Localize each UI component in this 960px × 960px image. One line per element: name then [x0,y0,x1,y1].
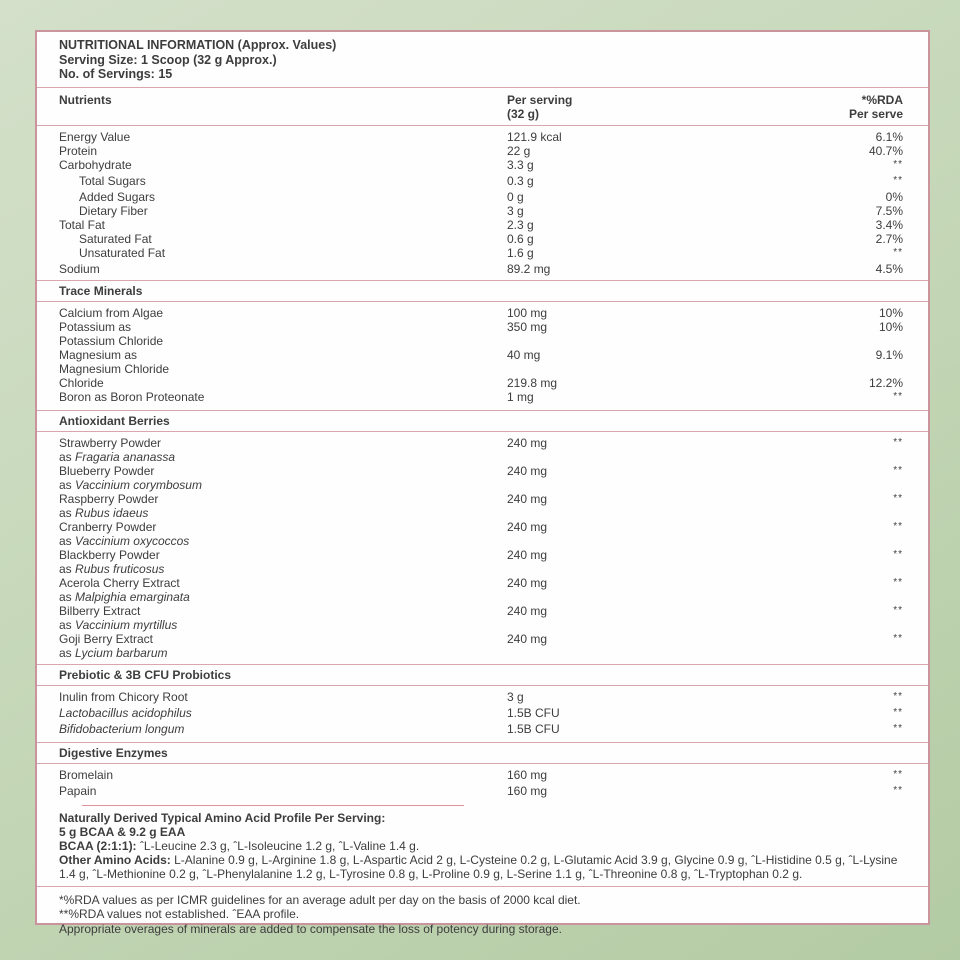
nutrient-rda [753,492,903,508]
nutrient-name-text: Acerola Cherry Extract [59,575,180,590]
footnotes [37,886,928,943]
section-body [37,126,928,280]
nutrient-rda [753,144,903,158]
section-header: Digestive Enzymes [37,742,928,764]
botanical-source [59,478,507,492]
rda-value: ** [893,576,903,588]
nutrient-value: 240 mg [507,491,548,506]
table-row [59,632,903,660]
nutrient-rda [753,706,903,722]
nutrient-rda [753,604,903,620]
nutrient-name-text: Bromelain [59,767,114,782]
table-row [59,204,903,218]
rda-value: ** [893,784,903,796]
rda-value: 7.5% [875,203,903,218]
nutrient-rda [753,576,903,592]
nutrient-rda [753,632,903,648]
rda-value: ** [893,158,903,170]
nutrient-name-text: Cranberry Powder [59,519,157,534]
nutrition-facts-card [35,30,930,936]
nutrient-value: 100 mg [507,305,548,320]
nutrient-name-text: Bilberry Extract [59,603,141,618]
table-row [59,464,903,492]
latin-name: Vaccinium oxycoccos [75,533,190,548]
rda-value: ** [893,632,903,644]
section-header: Antioxidant Berries [37,410,928,432]
nutrient-name [59,548,507,576]
table-row [59,190,903,204]
nutrient-value: 0.6 g [507,231,534,246]
nutrient-value: 3 g [507,203,524,218]
nutrient-name-text: Calcium from Algae [59,305,164,320]
table-row [59,348,903,376]
other-amino-line [59,853,903,881]
footnote-not-established: **%RDA values not established. ˆEAA profile. [59,907,300,921]
nutrient-name [59,130,507,144]
as-prefix: as [59,589,72,604]
as-prefix: as [59,561,72,576]
nutrient-rda [753,232,903,246]
nutrient-rda [753,246,903,262]
table-row [59,706,903,722]
column-nutrients: Nutrients [59,92,112,107]
rda-value: ** [893,548,903,560]
nutrient-rda [753,306,903,320]
nutrient-name [59,632,507,660]
nutrient-name-text: Blueberry Powder [59,463,155,478]
nutrient-rda [753,690,903,706]
table-row [59,158,903,174]
label-title: NUTRITIONAL INFORMATION (Approx. Values) [59,38,337,52]
nutrient-name [59,246,507,260]
table-row [59,232,903,246]
table-row [59,690,903,706]
nutrient-value: 40 mg [507,347,541,362]
nutrient-value: 0 g [507,189,524,204]
table-row [59,436,903,464]
botanical-source [59,450,507,464]
column-per-serving: Per serving (32 g) [507,92,573,121]
nutrient-value: 240 mg [507,547,548,562]
nutrient-value: 1.5B CFU [507,705,560,720]
botanical-source [59,562,507,576]
section-body [37,764,928,804]
rda-value: 12.2% [868,375,903,390]
nutrient-name-text: Protein [59,143,98,158]
nutrient-rda [753,158,903,174]
nutrient-name [59,722,507,736]
nutrient-name-text: Unsaturated Fat [79,245,166,260]
section-body [37,302,928,410]
rda-value: ** [893,768,903,780]
table-row [59,604,903,632]
latin-name: Fragaria ananassa [75,449,176,464]
rda-value: 2.7% [875,231,903,246]
amino-acid-profile [37,806,928,886]
nutrient-value: 240 mg [507,519,548,534]
nutrient-rda [753,320,903,334]
nutrient-name-text: Bifidobacterium longum [59,721,185,736]
nutrient-name-text: Blackberry Powder [59,547,160,562]
other-amino-label: Other Amino Acids: [59,852,171,867]
rda-value: ** [893,246,903,258]
nutrient-name [59,158,507,172]
nutrient-name [59,390,507,404]
nutrient-name [59,492,507,520]
nutrient-rda [753,190,903,204]
nutrient-rda [753,520,903,536]
nutrient-rda [753,390,903,406]
rda-value: 10% [878,305,903,320]
nutrient-rda [753,722,903,738]
section-header: Prebiotic & 3B CFU Probiotics [37,664,928,686]
rda-value: ** [893,436,903,448]
rda-value: 3.4% [875,217,903,232]
rda-value: 4.5% [875,261,903,276]
nutrient-name-text: Magnesium as [59,347,138,362]
nutrient-rda [753,548,903,564]
nutrient-name-text: Saturated Fat [79,231,152,246]
rda-value: ** [893,174,903,186]
nutrient-name-text: Carbohydrate [59,157,132,172]
nutrient-value: 22 g [507,143,531,158]
latin-name: Rubus fruticosus [75,561,165,576]
nutrient-value: 160 mg [507,767,548,782]
nutrient-name [59,262,507,276]
nutrient-value: 2.3 g [507,217,534,232]
nutrient-value: 240 mg [507,463,548,478]
latin-name: Rubus idaeus [75,505,149,520]
nutrient-name-text: Raspberry Powder [59,491,159,506]
rda-value: ** [893,722,903,734]
servings-count: No. of Servings: 15 [59,67,173,81]
amino-subtitle: 5 g BCAA & 9.2 g EAA [59,824,186,839]
section-body [37,686,928,742]
as-prefix: as [59,533,72,548]
rda-value: ** [893,520,903,532]
botanical-source [59,646,507,660]
nutrient-value: 240 mg [507,603,548,618]
nutrient-value: 350 mg [507,319,548,334]
nutrient-name [59,218,507,232]
nutrient-rda [753,204,903,218]
nutrient-value: 3 g [507,689,524,704]
table-row [59,130,903,144]
nutrient-name-text: Dietary Fiber [79,203,148,218]
table-row [59,784,903,800]
nutrient-value: 1 mg [507,389,534,404]
nutrient-rda [753,174,903,190]
nutrient-value: 1.6 g [507,245,534,260]
column-rda: *%RDA Per serve [848,92,903,121]
latin-name: Lycium barbarum [75,645,168,660]
table-row [59,306,903,320]
column-header-row [37,88,928,126]
nutrient-name-text: Sodium [59,261,100,276]
nutrient-value: 0.3 g [507,173,534,188]
footnote-overages: Appropriate overages of minerals are added to compensate the loss of potency during storage. [59,921,562,936]
rda-value: 10% [878,319,903,334]
nutrient-name-text: Energy Value [59,129,131,144]
nutrient-rda [753,784,903,800]
nutrient-name [59,576,507,604]
nutrient-name-text: Papain [59,783,97,798]
latin-name: Vaccinium myrtillus [75,617,178,632]
rda-value: ** [893,706,903,718]
table-row [59,576,903,604]
nutrient-rda [753,262,903,276]
bcaa-label: BCAA (2:1:1): [59,838,137,853]
nutrient-name [59,376,507,390]
table-row [59,246,903,262]
table-row [59,390,903,406]
nutrient-value: 160 mg [507,783,548,798]
latin-name: Vaccinium corymbosum [75,477,202,492]
nutrient-name-text: Boron as Boron Proteonate [59,389,205,404]
botanical-source [59,590,507,604]
nutrient-name [59,144,507,158]
section-header: Trace Minerals [37,280,928,302]
table-row [59,722,903,738]
other-amino-values: L-Alanine 0.9 g, L-Arginine 1.8 g, L-Aspartic Acid 2 g, L-Cysteine 0.2 g, L-Glutamic Acid 3.9 g, Glycine 0.9 g, ˆL-Histidine 0.5 g, ˆL-Lysine 1.4 g, ˆL-Methionine 0.2 g, ˆL-Phenylalanine 1.2 g, L-Tyrosine 0.8 g, L-Proline 0.9 g, L-Serine 1.1 g, ˆL-Threonine 0.8 g, ˆL-Tryptophan 0.2 g. [59,852,898,881]
nutrient-value: 240 mg [507,631,548,646]
botanical-source [59,618,507,632]
nutrient-name [59,520,507,548]
nutrient-name-text: Total Sugars [79,173,146,188]
nutrient-name [59,784,507,798]
rda-value: 40.7% [868,143,903,158]
rda-value: 0% [885,189,903,204]
nutrient-rda [753,768,903,784]
rda-value: ** [893,690,903,702]
nutrient-sections [37,126,928,804]
nutrient-name [59,348,507,376]
bcaa-values: ˆL-Leucine 2.3 g, ˆL-Isoleucine 1.2 g, ˆL-Valine 1.4 g. [136,838,420,853]
rda-value: ** [893,492,903,504]
as-prefix: as [59,505,72,520]
table-row [59,262,903,276]
serving-size: Serving Size: 1 Scoop (32 g Approx.) [59,52,277,67]
nutrient-value: 89.2 mg [507,261,551,276]
table-row [59,548,903,576]
table-row [59,492,903,520]
nutrient-name-text: Added Sugars [79,189,156,204]
botanical-source [59,534,507,548]
footnote-rda-icmr: *%RDA values as per ICMR guidelines for an average adult per day on the basis of 2000 kcal diet. [59,892,581,907]
nutrient-name [59,690,507,704]
nutrient-rda [753,464,903,480]
nutrient-name [59,174,507,188]
nutrient-name-text: Strawberry Powder [59,435,162,450]
nutrient-name [59,464,507,492]
nutrient-rda [753,348,903,362]
nutrient-value: 219.8 mg [507,375,558,390]
nutrient-name-text: Lactobacillus acidophilus [59,705,192,720]
card-header [37,32,928,88]
nutrient-name-text: Goji Berry Extract [59,631,154,646]
nutrient-name-text: Chloride [59,375,104,390]
nutrient-name-text-line2: Potassium Chloride [59,333,164,348]
nutrient-name [59,204,507,218]
nutrient-name-text-line2: Magnesium Chloride [59,361,170,376]
table-row [59,144,903,158]
nutrient-name [59,232,507,246]
table-row [59,376,903,390]
table-row [59,520,903,548]
nutrient-name [59,306,507,320]
nutrient-value: 240 mg [507,435,548,450]
nutrient-rda [753,376,903,390]
table-row [59,768,903,784]
nutrient-name-text: Total Fat [59,217,106,232]
rda-value: ** [893,464,903,476]
nutrient-rda [753,130,903,144]
nutrient-name [59,320,507,348]
rda-value: ** [893,604,903,616]
nutrient-name [59,604,507,632]
nutrient-name [59,190,507,204]
bcaa-line [59,839,903,853]
rda-value: 6.1% [875,129,903,144]
nutrient-value: 1.5B CFU [507,721,560,736]
nutrient-name [59,706,507,720]
as-prefix: as [59,477,72,492]
nutrient-name [59,768,507,782]
rda-value: ** [893,390,903,402]
amino-title: Naturally Derived Typical Amino Acid Profile Per Serving: [59,810,386,825]
nutrient-name-text: Potassium as [59,319,132,334]
nutrient-rda [753,436,903,452]
nutrient-value: 3.3 g [507,157,534,172]
as-prefix: as [59,645,72,660]
nutrient-name [59,436,507,464]
rda-value: 9.1% [875,347,903,362]
table-row [59,320,903,348]
nutrient-name-text: Inulin from Chicory Root [59,689,188,704]
table-row [59,218,903,232]
nutrient-rda [753,218,903,232]
table-row [59,174,903,190]
nutrient-value: 121.9 kcal [507,129,562,144]
botanical-source [59,506,507,520]
latin-name: Malpighia emarginata [75,589,190,604]
as-prefix: as [59,617,72,632]
section-body [37,432,928,664]
nutrient-value: 240 mg [507,575,548,590]
as-prefix: as [59,449,72,464]
